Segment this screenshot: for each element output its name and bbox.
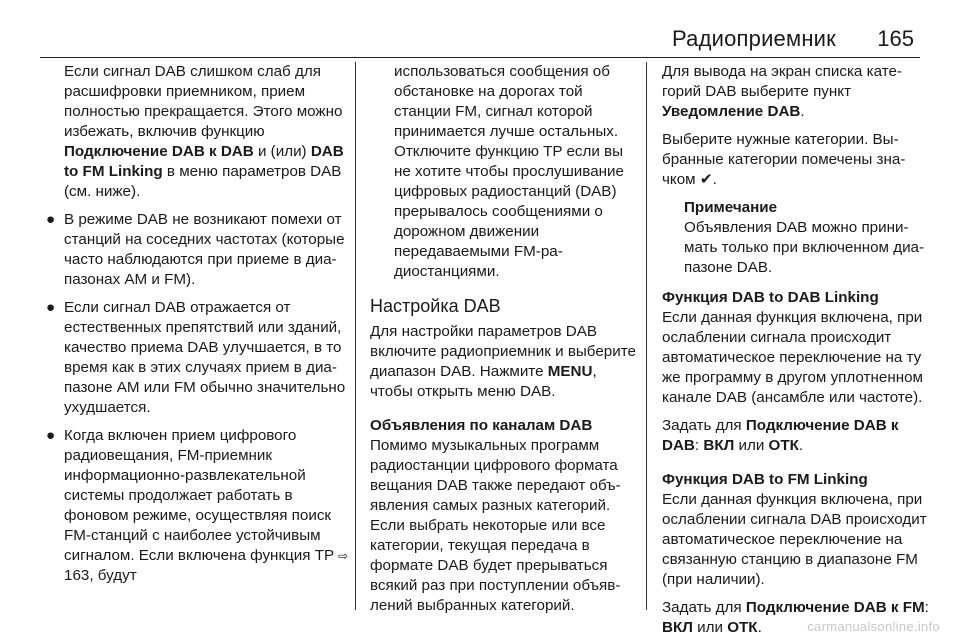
option-on-label: ВКЛ: [662, 619, 693, 636]
function-description: Если данная функция включена, при ослаблении сигнала DAB происходит автоматическое переключение на связанную станцию в диапазоне FM (при наличии).: [662, 491, 927, 588]
column-1: [40, 62, 352, 642]
column-3: [662, 62, 930, 642]
column-divider-1: [355, 62, 356, 610]
subsection-title: Объявления по каналам DAB: [370, 417, 593, 434]
option-on-label: ВКЛ: [703, 437, 735, 454]
function-setting: Задать для Подключение DAB к FM: ВКЛ или ОТК.: [662, 599, 929, 636]
continuation-paragraph: использоваться сообщения об обстановке на дорогах той станции FM, сигнал которой принимается лучше остальных. Отключите функцию TP если вы не хотите чтобы прослушивание цифровых радиостанций (DAB) прерывалось сообщениями о дорожном движении передаваемыми FM-радиостанциями.: [394, 63, 624, 280]
option-dab-dab: Подключение DAB к DAB: [64, 143, 254, 160]
function-setting: Задать для Подключение DAB к DAB: ВКЛ или ОТК.: [662, 417, 899, 454]
intro-paragraph: Если сигнал DAB слишком слаб для расшифровки приемником, прием полностью прекращается. Этого можно избежать, включив функцию Подключение DAB к DAB и (или) DAB to FM Linking в меню параметров DAB (см. ниже).: [64, 63, 344, 200]
note-box: [662, 198, 930, 278]
page-number: 165: [877, 26, 914, 51]
header-rule: [40, 57, 920, 58]
option-off-label: ОТК: [768, 437, 799, 454]
list-item: ● В режиме DAB не возникают помехи от станций на соседних частотах (которые часто наблюдаются при приеме в диапазонах AM и FM).: [46, 211, 345, 288]
checkmark-icon: ✔: [699, 171, 713, 188]
note-text: Объявления DAB можно принимать только при включенном диапазоне DAB.: [684, 219, 925, 276]
watermark: carmanualsonline.info: [807, 619, 940, 634]
subsection-title: Функция DAB to DAB Linking: [662, 289, 879, 306]
page-reference[interactable]: 163, будут: [64, 567, 137, 584]
menu-key-label: MENU: [547, 363, 593, 380]
menu-item-label: Уведомление DAB: [662, 103, 801, 120]
page-title: Радиоприемник: [671, 26, 836, 51]
list-item: ● Если сигнал DAB отражается от естественных препятствий или зданий, качество приема DAB улучшается, в то время как в этих случаях прием в диапазоне AM или FM обычно значительно ухудшается.: [46, 299, 346, 416]
bullet-icon: ●: [46, 211, 56, 228]
page-reference-arrow-icon: ⇨: [338, 549, 349, 563]
column-divider-2: [646, 62, 647, 610]
bullet-icon: ●: [46, 299, 56, 316]
announcements-paragraph: Помимо музыкальных программ радиостанции цифрового формата вещания DAB также передают объявления самых разных категорий. Если выбрать некоторые или все категории, текущая передача в формате DAB будет прерываться всякий раз при поступлении объявлений выбранных категорий.: [370, 437, 621, 614]
option-off-label: ОТК: [727, 619, 758, 636]
note-title: Примечание: [684, 199, 778, 216]
category-list-paragraph: Для вывода на экран списка категорий DAB выберите пункт Уведомление DAB.: [662, 63, 902, 120]
setup-paragraph: Для настройки параметров DAB включите радиоприемник и выберите диапазон DAB. Нажмите MENU, чтобы открыть меню DAB.: [370, 323, 636, 400]
subsection-title: Функция DAB to FM Linking: [662, 471, 868, 488]
list-item: ● Когда включен прием цифрового радиовещания, FM-приемник информационно-развлекательной системы продолжает работать в фоновом режиме, осуществляя поиск FM-станций с наиболее устойчивым сигналом. Если включена функция TP ⇨ 163, будут: [46, 427, 349, 584]
section-title: Настройка DAB: [370, 296, 501, 316]
page-header: [40, 24, 920, 58]
bullet-icon: ●: [46, 427, 56, 444]
select-categories-paragraph: Выберите нужные категории. Выбранные категории помечены значком ✔.: [662, 131, 906, 188]
column-2: [370, 62, 638, 642]
function-description: Если данная функция включена, при ослаблении сигнала происходит автоматическое переключение на ту же программу в другом уплотненном канале DAB (ансамбле или частоте).: [662, 309, 923, 406]
option-dab-fm: DAB to FM Linking: [64, 143, 344, 180]
